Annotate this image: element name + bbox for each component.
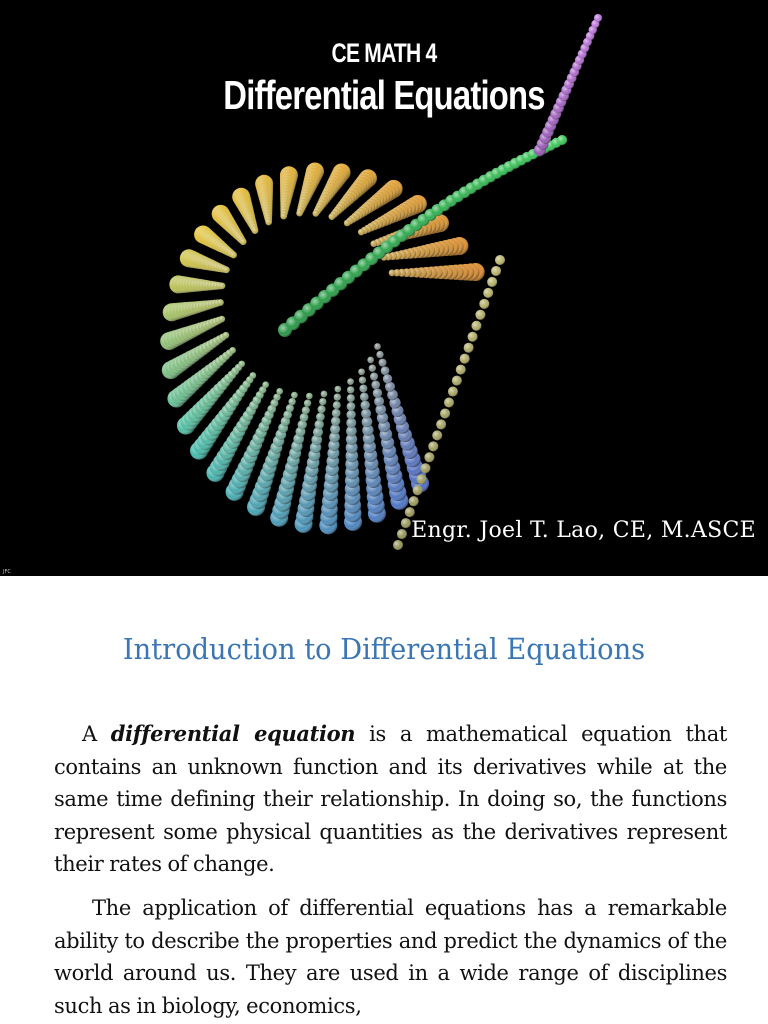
- emphasized-term: differential equation: [110, 721, 356, 746]
- paragraph-rest: is a mathematical equation that contains an unknown function and its derivatives while at the same time defining their relationship. In doing so, the functions represent some physical quantities as the derivatives represent their rates of change.: [54, 722, 727, 877]
- section-heading: Introduction to Differential Equations: [122, 632, 646, 666]
- slide-title: Differential Equations: [223, 72, 545, 118]
- paragraph-applications: The application of differential equations has a remarkable ability to describe the properties and predict the dynamics of the world around us. They are used in a wide range of disciplines such as in biology, economics,: [54, 896, 727, 1018]
- course-code: CE MATH 4: [331, 38, 437, 68]
- corner-mark: JFC: [3, 569, 11, 575]
- paragraph-definition: [54, 718, 727, 881]
- author-credit: Engr. Joel T. Lao, CE, M.ASCE: [411, 518, 756, 543]
- paragraph-lead: A: [82, 722, 111, 746]
